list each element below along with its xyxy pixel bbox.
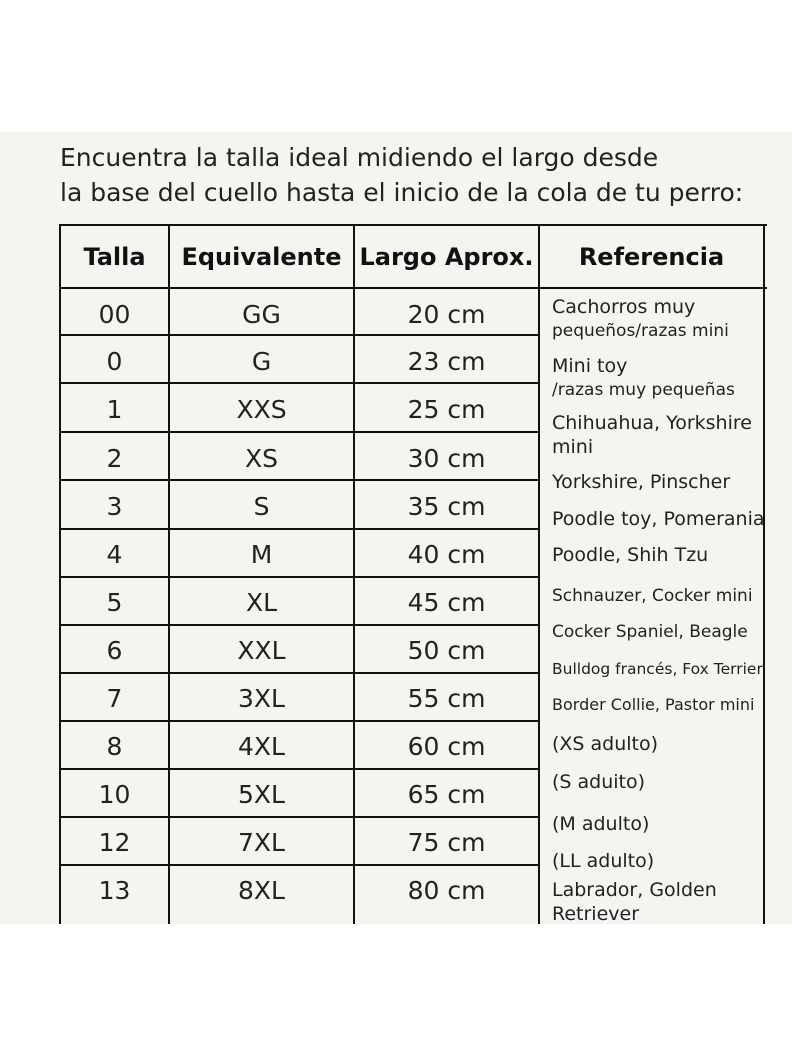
equivalente-cell: 8XL <box>238 875 285 905</box>
reference-text <box>552 543 788 567</box>
reference-text <box>552 507 788 531</box>
largo-cell: 35 cm <box>407 491 486 521</box>
reference-line: Chihuahua, Yorkshire <box>552 412 752 434</box>
header-equivalente: Equivalente <box>181 243 342 271</box>
equivalente-cell: XXL <box>237 635 286 665</box>
intro-line-1: Encuentra la talla ideal midiendo el largo desde <box>60 143 659 172</box>
reference-text <box>552 620 788 644</box>
largo-cell: 80 cm <box>407 875 486 905</box>
reference-line: Poodle, Shih Tzu <box>552 544 709 566</box>
talla-cell: 2 <box>106 443 123 473</box>
reference-line: (LL adulto) <box>552 850 655 872</box>
reference-text <box>552 470 788 494</box>
talla-cell: 4 <box>106 539 123 569</box>
reference-text <box>552 732 788 756</box>
largo-cell: 60 cm <box>407 731 486 761</box>
header-talla: Talla <box>83 243 146 271</box>
largo-cell: 23 cm <box>407 346 486 376</box>
header-referencia: Referencia <box>578 243 725 271</box>
largo-cell: 40 cm <box>407 539 486 569</box>
talla-cell: 10 <box>98 779 131 809</box>
equivalente-cell: 7XL <box>238 827 285 857</box>
reference-text <box>552 878 788 924</box>
header-largo: Largo Aprox. <box>359 243 534 271</box>
reference-line: Schnauzer, Cocker mini <box>552 586 753 606</box>
reference-text <box>552 849 788 873</box>
reference-line: mini <box>552 436 594 458</box>
talla-cell: 8 <box>106 731 123 761</box>
largo-cell: 75 cm <box>407 827 486 857</box>
reference-text <box>552 812 788 836</box>
equivalente-cell: XS <box>245 443 278 473</box>
intro-line-2: la base del cuello hasta el inicio de la cola de tu perro: <box>60 178 744 207</box>
reference-line: Retriever <box>552 903 640 924</box>
equivalente-cell: S <box>253 491 270 521</box>
reference-line: Cocker Spaniel, Beagle <box>552 622 748 642</box>
largo-cell: 45 cm <box>407 587 486 617</box>
largo-cell: 30 cm <box>407 443 486 473</box>
talla-cell: 0 <box>106 346 123 376</box>
talla-cell: 13 <box>98 875 131 905</box>
talla-cell: 3 <box>106 491 123 521</box>
talla-cell: 5 <box>106 587 123 617</box>
reference-line: Yorkshire, Pinscher <box>552 471 731 493</box>
reference-line: Border Collie, Pastor mini <box>552 695 755 714</box>
equivalente-cell: 5XL <box>238 779 285 809</box>
reference-line: (M adulto) <box>552 813 650 835</box>
equivalente-cell: G <box>251 346 272 376</box>
talla-cell: 1 <box>106 394 123 424</box>
reference-line: Labrador, Golden <box>552 879 717 901</box>
largo-cell: 65 cm <box>407 779 486 809</box>
reference-line: Poodle toy, Pomerania <box>552 508 765 530</box>
equivalente-cell: XXS <box>236 394 287 424</box>
reference-text <box>552 584 788 608</box>
talla-cell: 6 <box>106 635 123 665</box>
largo-cell: 25 cm <box>407 394 486 424</box>
reference-line: (S aduito) <box>552 771 646 793</box>
reference-text <box>552 295 788 343</box>
intro-text <box>60 140 790 210</box>
equivalente-cell: M <box>250 539 273 569</box>
reference-text <box>552 411 788 459</box>
size-guide-panel <box>0 132 792 924</box>
equivalente-cell: XL <box>245 587 278 617</box>
column-divider <box>538 224 540 924</box>
reference-line: Cachorros muy <box>552 296 696 318</box>
largo-cell: 20 cm <box>407 299 486 329</box>
largo-cell: 55 cm <box>407 683 486 713</box>
reference-text <box>552 693 788 717</box>
reference-line: Bulldog francés, Fox Terrier <box>552 660 763 678</box>
talla-cell: 7 <box>106 683 123 713</box>
talla-cell: 00 <box>98 299 131 329</box>
reference-line: (XS adulto) <box>552 733 659 755</box>
reference-text <box>552 657 788 681</box>
largo-cell: 50 cm <box>407 635 486 665</box>
equivalente-cell: GG <box>242 299 281 329</box>
equivalente-cell: 4XL <box>238 731 285 761</box>
equivalente-cell: 3XL <box>238 683 285 713</box>
talla-cell: 12 <box>98 827 131 857</box>
reference-line: /razas muy pequeñas <box>552 380 735 400</box>
reference-text <box>552 770 788 794</box>
reference-line: Mini toy <box>552 355 628 377</box>
reference-line: pequeños/razas mini <box>552 321 729 341</box>
reference-text <box>552 354 788 402</box>
